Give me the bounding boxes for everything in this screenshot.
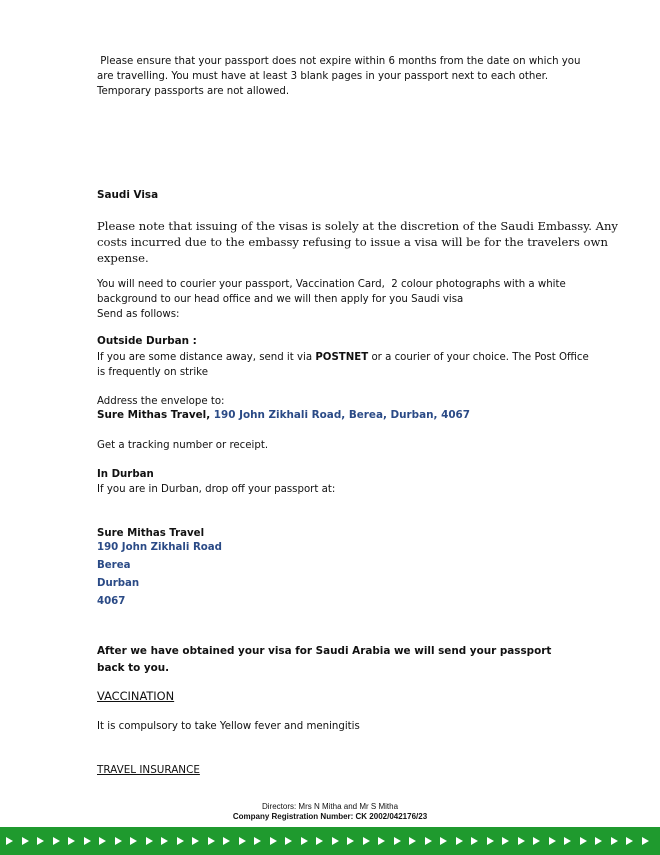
dropoff-street: 190 John Zikhali Road — [97, 542, 222, 553]
arrow-icon — [394, 837, 401, 845]
vaccination-requirement: It is compulsory to take Yellow fever and meningitis — [97, 721, 360, 732]
arrow-icon — [332, 837, 339, 845]
dropoff-company-name: Sure Mithas Travel — [97, 528, 205, 539]
arrow-icon — [68, 837, 75, 845]
arrow-icon — [239, 837, 246, 845]
arrow-icon — [285, 837, 292, 845]
arrow-icon — [378, 837, 385, 845]
arrow-icon — [518, 837, 525, 845]
arrow-icon — [254, 837, 261, 845]
courier-line-1: You will need to courier your passport, Vaccination Card, 2 colour photographs with a white — [97, 279, 566, 290]
embassy-notice-paragraph — [97, 218, 618, 266]
courier-line-2: background to our head office and we will then apply for you Saudi visa — [97, 294, 464, 305]
envelope-address-line — [97, 409, 470, 421]
arrow-icon — [363, 837, 370, 845]
after-visa-line-1: After we have obtained your visa for Saudi Arabia we will send your passport — [97, 645, 552, 657]
arrow-icon — [192, 837, 199, 845]
outside-durban-line-2: is frequently on strike — [97, 367, 208, 378]
courier-instructions-paragraph — [97, 277, 566, 322]
arrow-icon — [611, 837, 618, 845]
arrow-icon — [223, 837, 230, 845]
arrow-icon — [177, 837, 184, 845]
arrow-icon — [456, 837, 463, 845]
saudi-visa-heading: Saudi Visa — [97, 189, 159, 201]
footer-arrow-bar — [0, 827, 660, 855]
vaccination-heading: VACCINATION — [97, 689, 175, 703]
arrow-icon — [502, 837, 509, 845]
embassy-notice-line-2: costs incurred due to the embassy refusing to issue a visa will be for the travelers own — [97, 235, 608, 249]
arrow-icon — [409, 837, 416, 845]
arrow-icon — [642, 837, 649, 845]
outside-line-1-end: or a courier of your choice. The Post Office — [368, 352, 589, 363]
passport-line-1: Please ensure that your passport does not expire within 6 months from the date on which you — [97, 56, 581, 67]
embassy-notice-line-3: expense. — [97, 251, 149, 265]
passport-line-2: are travelling. You must have at least 3 blank pages in your passport next to each other. — [97, 71, 549, 82]
envelope-address: 190 John Zikhali Road, Berea, Durban, 4067 — [210, 409, 471, 421]
arrow-icon — [533, 837, 540, 845]
courier-line-3: Send as follows: — [97, 309, 180, 320]
arrow-icon — [37, 837, 44, 845]
travel-insurance-heading: TRAVEL INSURANCE — [97, 764, 200, 776]
outside-durban-line-1 — [97, 350, 589, 365]
envelope-company-name: Sure Mithas Travel, — [97, 409, 211, 421]
outside-durban-heading: Outside Durban : — [97, 335, 197, 347]
in-durban-heading: In Durban — [97, 469, 154, 480]
arrow-icon — [301, 837, 308, 845]
arrow-icon — [580, 837, 587, 845]
arrow-icon — [53, 837, 60, 845]
outside-durban-paragraph — [97, 350, 589, 380]
after-visa-paragraph — [97, 643, 551, 677]
postnet-label: POSTNET — [315, 352, 369, 363]
dropoff-postal-code: 4067 — [97, 596, 126, 607]
address-envelope-label: Address the envelope to: — [97, 396, 225, 407]
tracking-note: Get a tracking number or receipt. — [97, 440, 269, 451]
footer-registration: Company Registration Number: CK 2002/042176/23 — [232, 812, 428, 821]
passport-requirements-paragraph — [97, 54, 580, 99]
footer-directors: Directors: Mrs N Mitha and Mr S Mitha — [261, 802, 399, 811]
arrow-icon — [146, 837, 153, 845]
arrow-icon — [549, 837, 556, 845]
arrow-icon — [347, 837, 354, 845]
arrow-icon — [22, 837, 29, 845]
arrow-icon — [440, 837, 447, 845]
arrow-icon — [471, 837, 478, 845]
arrow-icon — [270, 837, 277, 845]
arrow-icon — [208, 837, 215, 845]
arrow-icon — [564, 837, 571, 845]
arrow-icon — [487, 837, 494, 845]
embassy-notice-line-1: Please note that issuing of the visas is solely at the discretion of the Saudi Embassy. Any — [97, 219, 618, 233]
arrow-icon — [115, 837, 122, 845]
arrow-icon — [161, 837, 168, 845]
arrow-icon — [316, 837, 323, 845]
arrow-icon — [626, 837, 633, 845]
arrow-icon — [595, 837, 602, 845]
after-visa-line-2: back to you. — [97, 662, 170, 674]
dropoff-suburb: Berea — [97, 560, 131, 571]
arrow-icon — [84, 837, 91, 845]
outside-line-1-start: If you are some distance away, send it via — [97, 352, 316, 363]
arrow-icon — [425, 837, 432, 845]
passport-line-3: Temporary passports are not allowed. — [97, 86, 290, 97]
arrow-icon — [6, 837, 13, 845]
in-durban-instructions: If you are in Durban, drop off your passport at: — [97, 484, 336, 495]
arrow-icon — [99, 837, 106, 845]
dropoff-city: Durban — [97, 578, 140, 589]
arrow-icon — [130, 837, 137, 845]
